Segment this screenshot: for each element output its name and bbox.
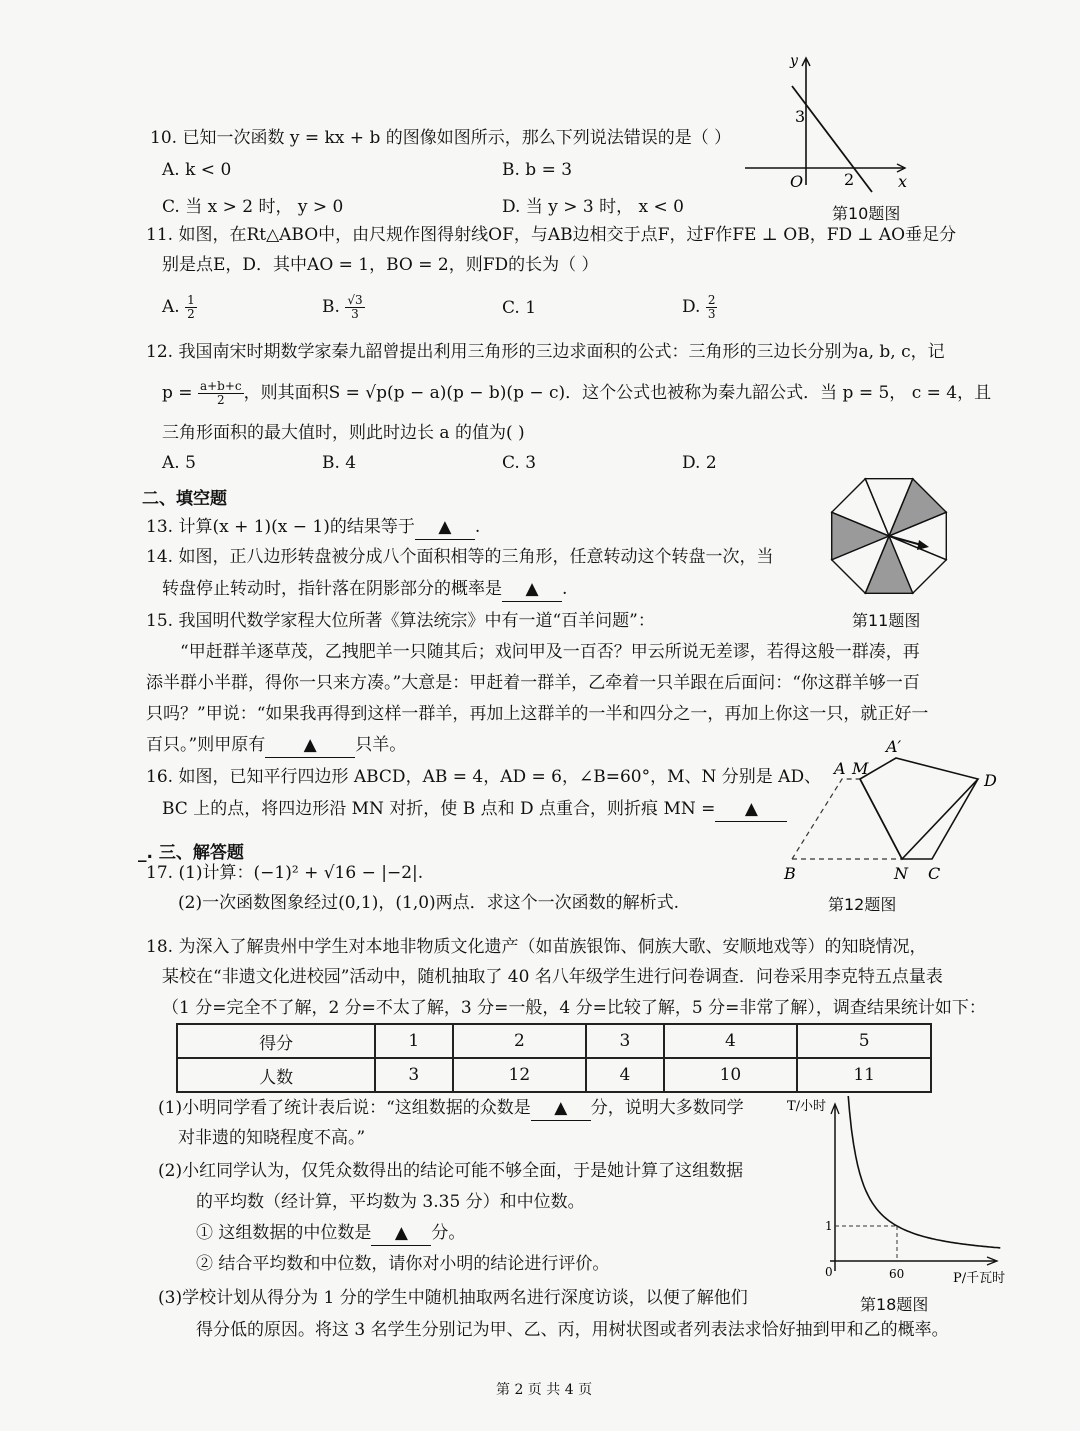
q18-part2-line1: (2)小红同学认为，仅凭众数得出的结论可能不够全面，于是她计算了这组数据 xyxy=(158,1161,744,1181)
q15-line1: 15. 我国明代数学家程大位所著《算法统宗》中有一道“百羊问题”： xyxy=(146,611,655,631)
q12-line1: 12. 我国南宋时期数学家秦九韶曾提出利用三角形的三边求面积的公式：三角形的三边长分别为a, b, c，记 xyxy=(146,342,945,362)
table-cell: 3 xyxy=(375,1058,452,1092)
label-a-prime: A′ xyxy=(886,737,902,756)
q12-p-prefix: p = xyxy=(162,383,193,403)
inverse-curve xyxy=(847,1096,1000,1248)
label-d: D xyxy=(984,771,997,790)
q14-line2 xyxy=(162,577,567,602)
pointer-arrowhead xyxy=(917,540,929,550)
q11-line2: 别是点E，D．其中AO = 1，BO = 2，则FD的长为（ ） xyxy=(162,255,599,275)
table-cell: 12 xyxy=(453,1058,587,1092)
q18-part2-sub2: ② 结合平均数和中位数，请你对小明的结论进行评价。 xyxy=(196,1254,610,1274)
q15-line3: 添半群小半群，得你一只来方凑。”大意是：甲赶着一群羊，乙牵着一只羊跟在后面问：“你这群羊够一百 xyxy=(146,673,920,693)
table-cell: 11 xyxy=(797,1058,931,1092)
origin-label: O xyxy=(790,172,804,191)
q10-option-a: A. k < 0 xyxy=(162,160,232,180)
q18-part3-line1: (3)学校计划从得分为 1 分的学生中随机抽取两名进行深度访谈，以便了解他们 xyxy=(158,1288,748,1308)
table-cell: 1 xyxy=(375,1024,452,1058)
q12-option-c: C. 3 xyxy=(502,453,537,473)
q16-line2 xyxy=(162,797,787,822)
score-table xyxy=(176,1023,932,1093)
q18-median-blank: ▲ xyxy=(371,1221,431,1246)
q12-option-b: B. 4 xyxy=(322,453,357,473)
shaded-sector xyxy=(865,536,912,593)
shaded-sector xyxy=(889,479,946,536)
table-cell: 2 xyxy=(453,1024,587,1058)
q18-mode-blank: ▲ xyxy=(531,1096,591,1121)
q11-option-d-fraction: $\frac{2}{3}$ xyxy=(707,293,716,321)
table-cell: 5 xyxy=(797,1024,931,1058)
p-axis-label: P/千瓦时 xyxy=(953,1271,1006,1286)
q10-figure-caption: 第10题图 xyxy=(832,204,901,223)
section-solutions: _. 三、解答题 xyxy=(138,843,244,863)
origin-label: 0 xyxy=(825,1265,833,1279)
q13 xyxy=(146,515,480,540)
q11-option-d xyxy=(682,294,717,321)
q18-part2-line2: 的平均数（经计算，平均数为 3.35 分）和中位数。 xyxy=(196,1192,585,1212)
q10-stem: 10. 已知一次函数 y = kx + b 的图像如图所示，那么下列说法错误的是（ ） xyxy=(150,128,732,148)
q13-end: . xyxy=(474,517,481,537)
x-tick-60: 60 xyxy=(889,1267,905,1281)
q10-option-b: B. b = 3 xyxy=(502,160,573,180)
shaded-sector xyxy=(832,512,889,559)
q15-line5 xyxy=(146,733,406,758)
q13-answer-blank: ▲ xyxy=(415,515,475,540)
label-b: B xyxy=(784,864,796,883)
q12-option-d: D. 2 xyxy=(682,453,717,473)
q18-figure-caption: 第18题图 xyxy=(860,1295,929,1314)
t-axis-label: T/小时 xyxy=(787,1099,827,1114)
q11-option-a-fraction: $\frac{1}{2}$ xyxy=(187,293,195,321)
count-table-row xyxy=(177,1058,931,1092)
label-c: C xyxy=(928,864,941,883)
q11-option-a xyxy=(162,294,197,321)
q18-part2-sub1 xyxy=(196,1221,465,1246)
q18-line3: （1 分=完全不了解，2 分=不太了解，3 分=一般，4 分=比较了解，5 分=非常了解），调查结果统计如下： xyxy=(162,998,986,1018)
table-cell: 10 xyxy=(664,1058,798,1092)
x-axis-label: x xyxy=(898,172,908,191)
q18-line1: 18. 为深入了解贵州中学生对本地非物质文化遗产（如苗族银饰、侗族大歌、安顺地戏等）的知晓情况， xyxy=(146,937,927,957)
q11-option-c: C. 1 xyxy=(502,298,537,318)
table-cell: 得分 xyxy=(177,1024,375,1058)
folded-part-dashed xyxy=(792,779,860,859)
q12-line3: 三角形面积的最大值时，则此时边长 a 的值为( ) xyxy=(162,423,525,443)
y-tick-1: 1 xyxy=(825,1219,833,1233)
q15-line4: 只吗？”甲说：“如果我再得到这样一群羊，再加上这群羊的一半和四分之一，再加上你这一只，就正好一 xyxy=(146,704,929,724)
q14-answer-blank: ▲ xyxy=(502,577,562,602)
q16-line1: 16. 如图，已知平行四边形 ABCD，AB = 4，AD = 6，∠B=60°，M、N 分别是 AD、 xyxy=(146,767,822,787)
label-m: M xyxy=(852,759,869,778)
q17-part1: 17. (1)计算：(−1)² + √16 − |−2|. xyxy=(146,863,424,883)
q14-line1: 14. 如图，正八边形转盘被分成八个面积相等的三角形，任意转动这个转盘一次，当 xyxy=(146,547,774,567)
q12-option-a: A. 5 xyxy=(162,453,196,473)
q11-option-b-label: B. xyxy=(322,297,340,317)
score-table-row xyxy=(177,1024,931,1058)
q15-end: 只羊。 xyxy=(355,735,407,755)
q18-part1-text-end: 分，说明大多数同学 xyxy=(590,1098,744,1118)
fold-line-mn xyxy=(860,779,902,859)
q12-line2 xyxy=(162,380,991,407)
q16-figure-caption: 第12题图 xyxy=(828,895,897,914)
q18-line2: 某校在“非遗文化进校园”活动中，随机抽取了 40 名八年级学生进行问卷调查．问卷采用李克特五点量表 xyxy=(162,967,943,987)
q18-inverse-function-figure xyxy=(785,1096,1025,1286)
table-cell: 3 xyxy=(586,1024,663,1058)
q15-line2: “甲赶群羊逐草茂，乙拽肥羊一只随其后；戏问甲及一百否？甲云所说无差谬，若得这般一群凑，再 xyxy=(180,642,920,662)
table-cell: 4 xyxy=(586,1058,663,1092)
q14-figure-caption: 第11题图 xyxy=(852,611,921,630)
octagon-spinner-figure xyxy=(815,472,965,602)
q14-end: . xyxy=(562,579,568,599)
q12-line2-rest: ，则其面积S = √p(p − a)(p − b)(p − c)．这个公式也被称为秦九韶公式．当 p = 5， c = 4，且 xyxy=(243,383,992,403)
q14-text: 转盘停止转动时，指针落在阴影部分的概率是 xyxy=(162,579,502,599)
q18-part1-text: (1)小明同学看了统计表后说：“这组数据的众数是 xyxy=(158,1098,531,1118)
y-axis-label: y xyxy=(790,53,798,69)
q10-figure xyxy=(740,50,920,200)
table-cell: 人数 xyxy=(177,1058,375,1092)
y-intercept-label: 3 xyxy=(795,107,806,126)
table-cell: 4 xyxy=(664,1024,798,1058)
label-a: A xyxy=(834,759,846,778)
page-footer: 第 2 页 共 4 页 xyxy=(496,1382,593,1398)
q16-answer-blank: ▲ xyxy=(715,797,787,822)
q11-option-a-label: A. xyxy=(162,297,180,317)
q15-answer-blank: ▲ xyxy=(265,733,355,758)
q18-part3-line2: 得分低的原因。将这 3 名学生分别记为甲、乙、丙，用树状图或者列表法求恰好抽到甲和乙的概率。 xyxy=(196,1320,949,1340)
q18-median-text-end: 分。 xyxy=(431,1223,466,1243)
q12-p-fraction: $\frac{a+b+c}{2}$ xyxy=(199,379,242,407)
q16-text: BC 上的点，将四边形沿 MN 对折，使 B 点和 D 点重合，则折痕 MN = xyxy=(162,799,716,819)
q15-text: 百只。”则甲原有 xyxy=(146,735,266,755)
octagon-spinner xyxy=(832,479,947,594)
q10-option-d: D. 当 y > 3 时， x < 0 xyxy=(502,197,684,217)
q11-option-b xyxy=(322,294,365,321)
q11-option-d-label: D. xyxy=(682,297,701,317)
q18-part1-line2: 对非遗的知晓程度不高。” xyxy=(178,1128,366,1148)
label-n: N xyxy=(894,864,908,883)
q13-text: 13. 计算(x + 1)(x − 1)的结果等于 xyxy=(146,517,415,537)
x-intercept-label: 2 xyxy=(844,170,855,189)
q11-line1: 11. 如图，在Rt△ABO中，由尺规作图得射线OF，与AB边相交于点F，过F作FE ⊥ OB，FD ⊥ AO垂足分 xyxy=(146,225,957,245)
q11-option-b-fraction: $\frac{√3}{3}$ xyxy=(347,293,363,321)
q18-part1-line1 xyxy=(158,1096,744,1121)
function-line xyxy=(792,86,872,192)
section-fill-in: 二、填空题 xyxy=(142,489,227,509)
q17-part2: (2)一次函数图象经过(0,1)，(1,0)两点．求这个一次函数的解析式. xyxy=(178,893,680,913)
q10-option-c: C. 当 x > 2 时， y > 0 xyxy=(162,197,344,217)
q16-parallelogram-figure xyxy=(778,734,1018,886)
q18-median-text: ① 这组数据的中位数是 xyxy=(196,1223,372,1243)
